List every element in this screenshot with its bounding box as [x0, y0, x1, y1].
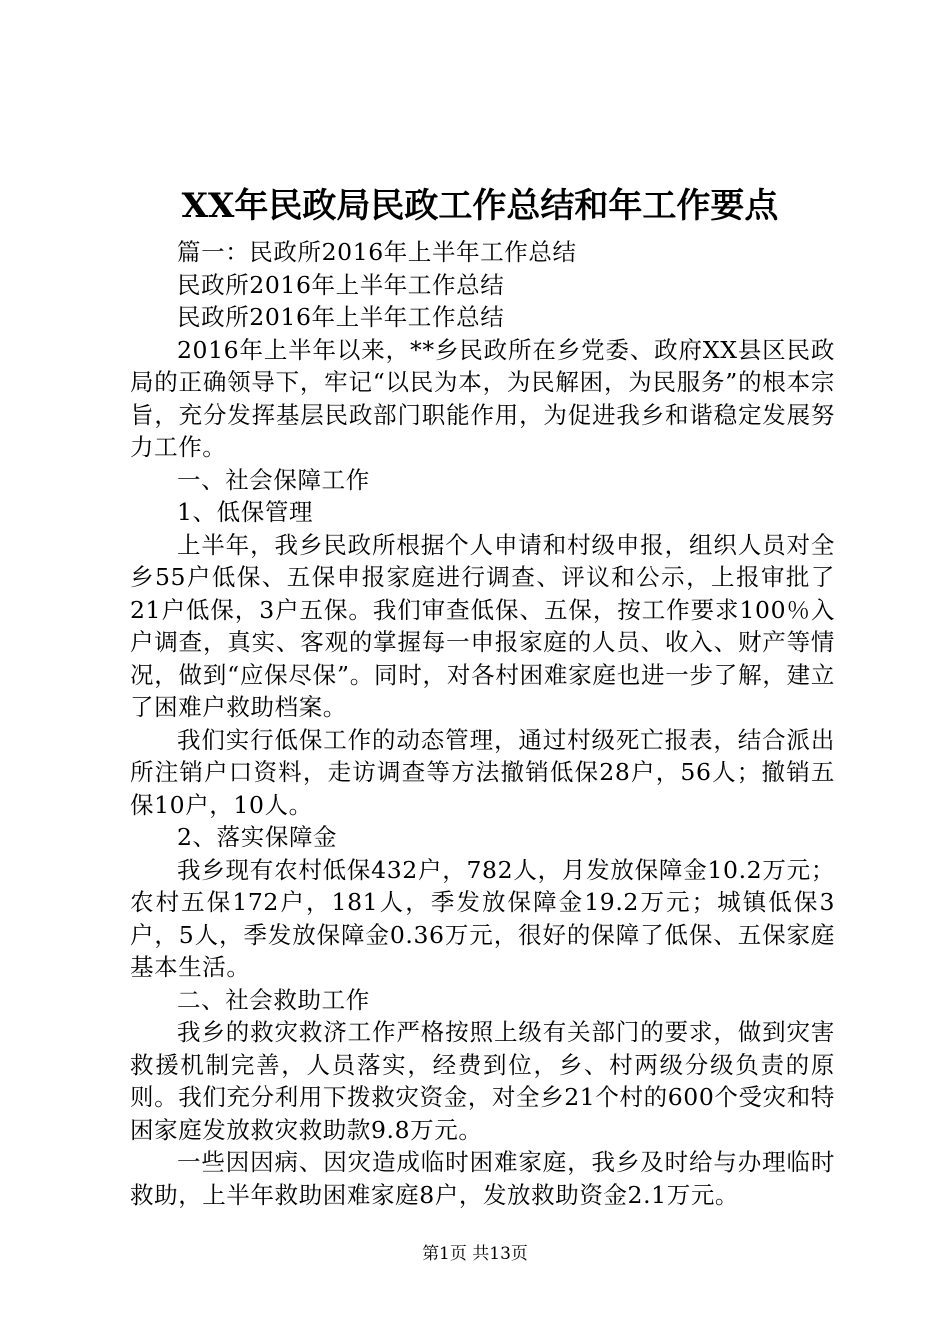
- document-body: [130, 236, 835, 1211]
- paragraph-heading: 民政所2016年上半年工作总结: [177, 270, 505, 299]
- paragraph: 我乡的救灾救济工作严格按照上级有关部门的要求，做到灾害救援机制完善，人员落实，经费到位，乡、村两级分级负责的原则。我们充分利用下拨救灾资金，对全乡21个村的600个受灾和特困家庭发放救灾救助款9.8万元。: [130, 1018, 835, 1144]
- paragraph: 2016年上半年以来，**乡民政所在乡党委、政府XX县区民政局的正确领导下，牢记“以民为本，为民解困，为民服务”的根本宗旨，充分发挥基层民政部门职能作用，为促进我乡和谐稳定发展努力工作。: [130, 335, 835, 461]
- subsection-heading: 2、落实保障金: [177, 823, 338, 851]
- section-heading: 二、社会救助工作: [177, 985, 370, 1014]
- paragraph: 我乡现有农村低保432户，782人，月发放保障金10.2万元；农村五保172户，181人，季发放保障金19.2万元；城镇低保3户，5人，季发放保障金0.36万元，很好的保障了低保、五保家庭基本生活。: [130, 855, 835, 981]
- paragraph: 我们实行低保工作的动态管理，通过村级死亡报表，结合派出所注销户口资料，走访调查等方法撤销低保28户，56人；撤销五保10户，10人。: [130, 725, 835, 819]
- page-number-footer: 第1页 共13页: [422, 1244, 528, 1264]
- paragraph-heading: 民政所2016年上半年工作总结: [177, 303, 505, 331]
- subsection-heading: 1、低保管理: [177, 498, 314, 526]
- section-heading: 一、社会保障工作: [177, 465, 370, 494]
- paragraph-subtitle: 篇一：民政所2016年上半年工作总结: [177, 238, 577, 266]
- paragraph: 一些因因病、因灾造成临时困难家庭，我乡及时给与办理临时救助，上半年救助困难家庭8户，发放救助资金2.1万元。: [130, 1148, 835, 1209]
- document-title: XX年民政局民政工作总结和年工作要点: [181, 186, 779, 226]
- paragraph: 上半年，我乡民政所根据个人申请和村级申报，组织人员对全乡55户低保、五保申报家庭进行调查、评议和公示，上报审批了21户低保，3户五保。我们审查低保、五保，按工作要求100％入户调查，真实、客观的掌握每一申报家庭的人员、收入、财产等情况，做到“应保尽保”。同时，对各村困难家庭也进一步了解，建立了困难户救助档案。: [130, 530, 835, 721]
